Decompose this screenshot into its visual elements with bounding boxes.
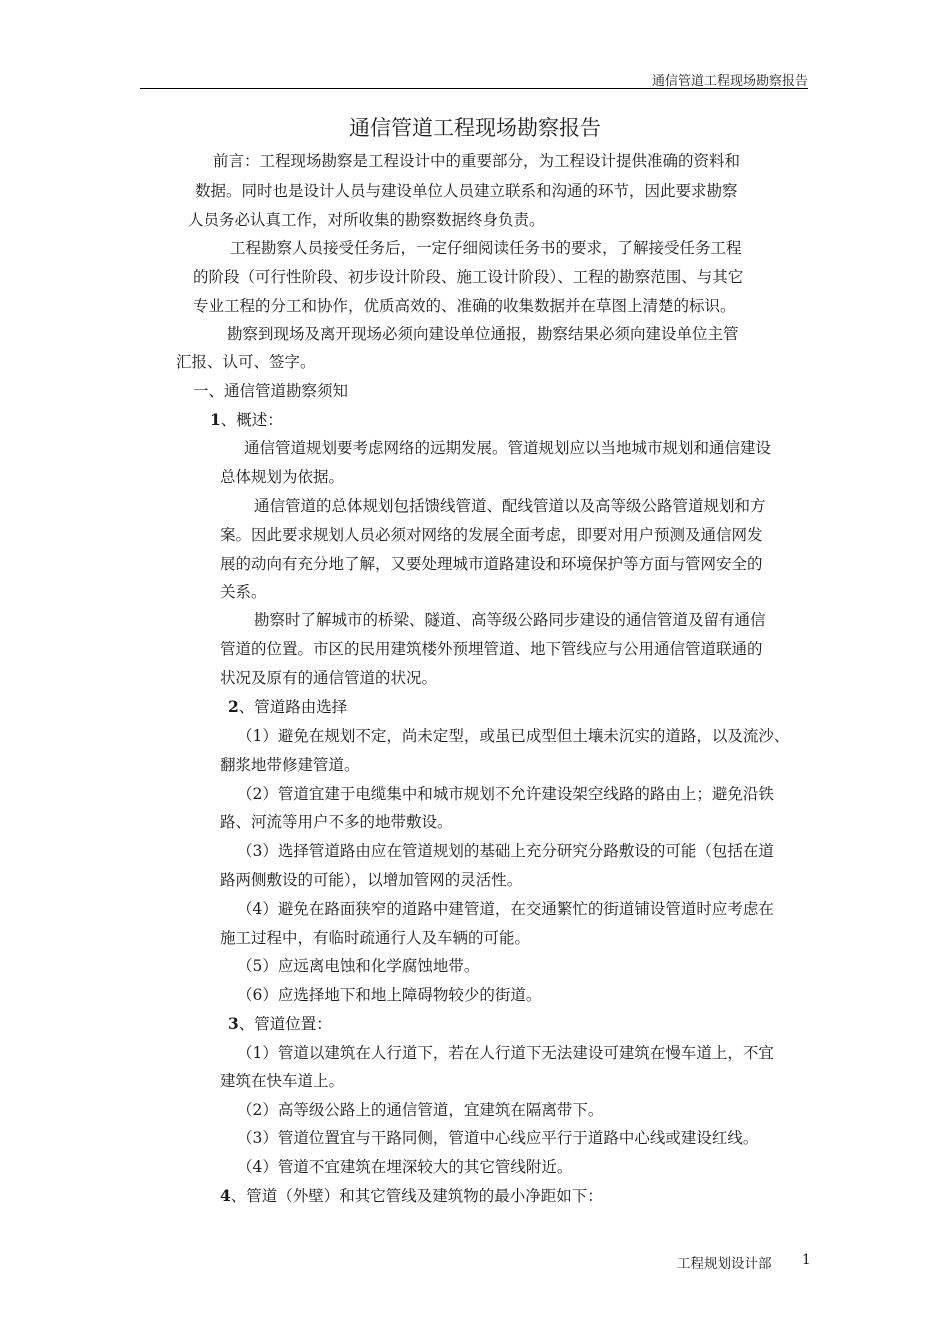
heading-text: 、管道（外壁）和其它管线及建筑物的最小净距如下：: [230, 1187, 603, 1205]
paragraph-line: 展的动向有充分地了解，又要处理城市道路建设和环境保护等方面与管网安全的: [220, 555, 763, 573]
paragraph-line: 前言：工程现场勘察是工程设计中的重要部分，为工程设计提供准确的资料和: [213, 152, 741, 170]
heading-text: 、管道路由选择: [238, 698, 348, 716]
list-item: （2）管道宜建于电缆集中和城市规划不允许建设架空线路的路由上；避免沿铁: [237, 785, 774, 803]
paragraph-line: 人员务必认真工作，对所收集的勘察数据终身负责。: [188, 211, 545, 229]
header-rule: [140, 88, 808, 89]
heading-number: 3: [228, 1014, 239, 1033]
paragraph-line: 总体规划为依据。: [220, 468, 345, 486]
list-item-continuation: 路两侧敷设的可能），以增加管网的灵活性。: [220, 871, 523, 889]
paragraph-line: 勘察时了解城市的桥梁、隧道、高等级公路同步建设的通信管道及留有通信: [254, 611, 766, 629]
paragraph-line: 勘察到现场及离开现场必须向建设单位通报，勘察结果必须向建设单位主管: [227, 325, 739, 343]
page-number: 1: [802, 1252, 811, 1268]
list-item-continuation: 建筑在快车道上。: [220, 1072, 345, 1090]
list-item: （3）选择管道路由应在管道规划的基础上充分研究分路敷设的可能（包括在道: [237, 842, 774, 860]
paragraph-line: 数据。同时也是设计人员与建设单位人员建立联系和沟通的环节，因此要求勘察: [195, 182, 738, 200]
paragraph-line: 通信管道的总体规划包括馈线管道、配线管道以及高等级公路管道规划和方: [254, 497, 766, 515]
paragraph-line: 专业工程的分工和协作，优质高效的、准确的收集数据并在草图上清楚的标识。: [193, 297, 736, 315]
heading-number: 2: [228, 697, 239, 716]
list-item: （5）应远离电蚀和化学腐蚀地带。: [237, 957, 480, 975]
list-item: （2）高等级公路上的通信管道，宜建筑在隔离带下。: [237, 1101, 604, 1119]
running-header: 通信管道工程现场勘察报告: [651, 74, 808, 89]
heading-number: 4: [220, 1186, 231, 1205]
paragraph-line: 案。因此要求规划人员必须对网络的发展全面考虑，即要对用户预测及通信网发: [220, 526, 763, 544]
subsection-heading: [228, 697, 347, 717]
paragraph-line: 管道的位置。市区的民用建筑楼外预埋管道、地下管线应与公用通信管道联通的: [220, 640, 763, 658]
subsection-heading: [210, 410, 283, 430]
paragraph-line: 状况及原有的通信管道的状况。: [220, 669, 438, 687]
heading-text: 、管道位置：: [238, 1015, 332, 1033]
list-item: （6）应选择地下和地上障碍物较少的街道。: [237, 986, 542, 1004]
paragraph-line: 的阶段（可行性阶段、初步设计阶段、施工设计阶段）、工程的勘察范围、与其它: [193, 268, 744, 286]
section-heading: 一、通信管道勘察须知: [193, 382, 349, 400]
list-item-continuation: 翻浆地带修建管道。: [220, 756, 360, 774]
list-item: （1）避免在规划不定，尚未定型，或虽已成型但土壤未沉实的道路，以及流沙、: [237, 727, 790, 745]
paragraph-line: 工程勘察人员接受任务后，一定仔细阅读任务书的要求，了解接受任务工程: [230, 239, 742, 257]
subsection-heading: [220, 1186, 603, 1206]
paragraph-line: 关系。: [220, 583, 267, 601]
subsection-heading: [228, 1014, 332, 1034]
document-title: 通信管道工程现场勘察报告: [349, 116, 601, 140]
heading-text: 、概述：: [220, 411, 283, 429]
heading-number: 1: [210, 410, 221, 429]
list-item: （1）管道以建筑在人行道下，若在人行道下无法建设可建筑在慢车道上，不宜: [237, 1044, 774, 1062]
list-item-continuation: 施工过程中，有临时疏通行人及车辆的可能。: [220, 929, 531, 947]
list-item: （4）避免在路面狭窄的道路中建管道，在交通繁忙的街道铺设管道时应考虑在: [237, 900, 774, 918]
footer-department: 工程规划设计部: [677, 1256, 772, 1272]
paragraph-line: 汇报、认可、签字。: [176, 353, 316, 371]
list-item-continuation: 路、河流等用户不多的地带敷设。: [220, 813, 453, 831]
list-item: （3）管道位置宜与干路同侧，管道中心线应平行于道路中心线或建设红线。: [237, 1129, 759, 1147]
list-item: （4）管道不宜建筑在埋深较大的其它管线附近。: [237, 1158, 573, 1176]
paragraph-line: 通信管道规划要考虑网络的远期发展。管道规划应以当地城市规划和通信建设: [244, 439, 772, 457]
